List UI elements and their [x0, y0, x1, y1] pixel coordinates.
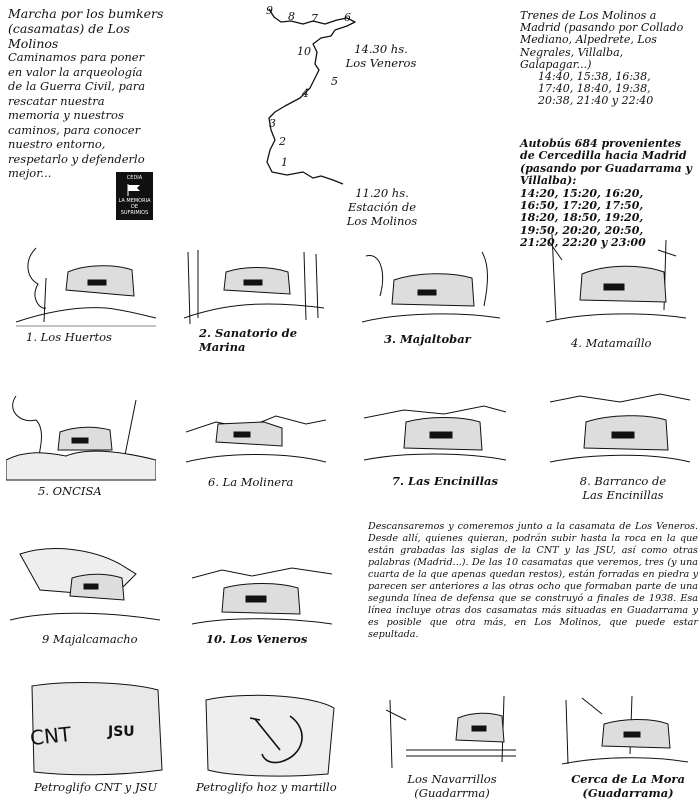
bunker-drawing-9	[10, 534, 160, 626]
map-point-1: 1	[281, 156, 288, 169]
start-place-line-1: Estación de	[347, 200, 417, 214]
organization-logo	[116, 172, 153, 220]
bus-times-4: 19:50, 20:20, 20:50,	[520, 223, 644, 237]
map-point-3: 3	[269, 117, 276, 130]
end-place: Los Veneros	[345, 56, 417, 70]
bus-times-5: 21:20, 22:20 y 23:00	[520, 236, 646, 250]
start-label	[339, 186, 425, 228]
train-times-1: 14:40, 15:38, 16:38,	[538, 70, 651, 84]
bunker-caption-la-mora-text: Cerca de La Mora (Guadarrama)	[571, 772, 685, 800]
bunker-drawing-la-mora	[562, 694, 688, 770]
bunker-caption-la-mora	[566, 772, 690, 800]
bunker-drawing-8	[550, 392, 690, 470]
logo-top-text: CEDIA	[126, 175, 143, 181]
end-label	[341, 42, 421, 70]
cnt-inscription: CNT	[28, 721, 73, 751]
intro-text: Caminamos para poner en valor la arqueología de la Guerra Civil, para rescatar nuestra memoria y nuestros caminos, para conocer nuestro entorno, respetarlo y defenderlo mejor...	[8, 50, 146, 180]
route-map	[255, 0, 455, 230]
bunker-caption-7: 7. Las Encinillas	[392, 474, 498, 488]
bunker-drawing-1	[16, 238, 156, 328]
bunker-caption-9: 9 Majalcamacho	[42, 632, 138, 646]
bunker-drawing-7	[364, 398, 506, 468]
bunker-caption-5: 5. ONCISA	[38, 484, 102, 498]
train-heading: Trenes de Los Molinos a Madrid (pasando por Collado Mediano, Alpedrete, Los Negrales, Villalba, Galapagar...)	[520, 9, 684, 71]
map-point-7: 7	[311, 12, 318, 25]
train-times-2: 17:40, 18:40, 19:38,	[538, 82, 651, 96]
map-point-9: 9	[266, 4, 273, 17]
train-times-3: 20:38, 21:40 y 22:40	[538, 94, 654, 108]
flag-icon	[126, 184, 142, 196]
walk-notes: Descansaremos y comeremos junto a la casamata de Los Veneros. Desde allí, quienes quieran, podrán subir hasta la roca en la que están grabadas las siglas de la CNT y las JSU, así como otras palabras (Madrid...). De las 10 casamatas que veremos, tres (y una cuarta de la que apenas quedan restos), están forradas en piedra y parecen ser anteriores a las otras ocho que formaban parte de una segunda línea de defensa que se construyó a finales de 1938. Esa línea incluye otras dos casamatas más situadas en Guadarrama y es posible que otra más, en Los Molinos, que puede estar sepultada.	[368, 521, 698, 640]
bunker-caption-2-text: 2. Sanatorio de Marina	[199, 326, 298, 354]
bunker-caption-10: 10. Los Veneros	[206, 632, 308, 646]
bunker-drawing-10	[192, 562, 332, 632]
bus-times-1: 14:20, 15:20, 16:20,	[520, 186, 644, 200]
bunker-caption-navarrillos-text: Los Navarrillos (Guadarrma)	[407, 772, 497, 800]
map-point-4: 4	[302, 87, 309, 100]
end-time: 14.30 hs.	[354, 42, 408, 56]
map-point-2: 2	[279, 135, 286, 148]
start-time: 11.20 hs.	[355, 186, 409, 200]
bunker-caption-8	[568, 474, 678, 502]
map-point-5: 5	[331, 75, 338, 88]
bunker-drawing-5	[6, 390, 156, 482]
bus-times-2: 16:50, 17:20, 17:50,	[520, 199, 644, 213]
start-place-line-2: Los Molinos	[346, 214, 418, 228]
bunker-drawing-4	[546, 230, 686, 328]
bunker-drawing-3	[362, 246, 500, 328]
bunker-caption-4: 4. Matamaíllo	[571, 336, 652, 350]
bunker-caption-3: 3. Majaltobar	[384, 332, 471, 346]
bunker-drawing-navarrillos	[386, 690, 520, 770]
bus-heading: Autobús 684 provenientes de Cercedilla hacia Madrid (pasando por Guadarrama y Villalba):	[520, 137, 692, 188]
bunker-drawing-6	[186, 402, 326, 470]
bunker-caption-6: 6. La Molinera	[208, 475, 294, 489]
bus-times-3: 18:20, 18:50, 19:20,	[520, 211, 644, 225]
bunker-drawing-2	[184, 248, 324, 326]
petroglyph-hammer-sickle-drawing	[200, 690, 340, 780]
bunker-caption-1: 1. Los Huertos	[26, 330, 112, 344]
bunker-caption-8-text: 8. Barranco de Las Encinillas	[579, 474, 667, 502]
logo-bottom-text: LA MEMORIA DE SUFRIMIOS	[118, 198, 151, 216]
map-point-6: 6	[344, 11, 351, 24]
map-point-10: 10	[297, 45, 311, 58]
map-point-8: 8	[288, 10, 295, 23]
intro-title: Marcha por los bumkers (casamatas) de Los Molinos	[8, 6, 164, 51]
petroglyph-caption-1: Petroglifo CNT y JSU	[34, 780, 158, 794]
bunker-caption-2	[199, 326, 309, 354]
jsu-inscription: JSU	[108, 724, 135, 740]
petroglyph-cnt-jsu-drawing	[28, 680, 164, 778]
train-schedule	[520, 10, 698, 108]
bunker-caption-navarrillos	[392, 772, 512, 800]
petroglyph-caption-2: Petroglifo hoz y martillo	[196, 780, 337, 794]
